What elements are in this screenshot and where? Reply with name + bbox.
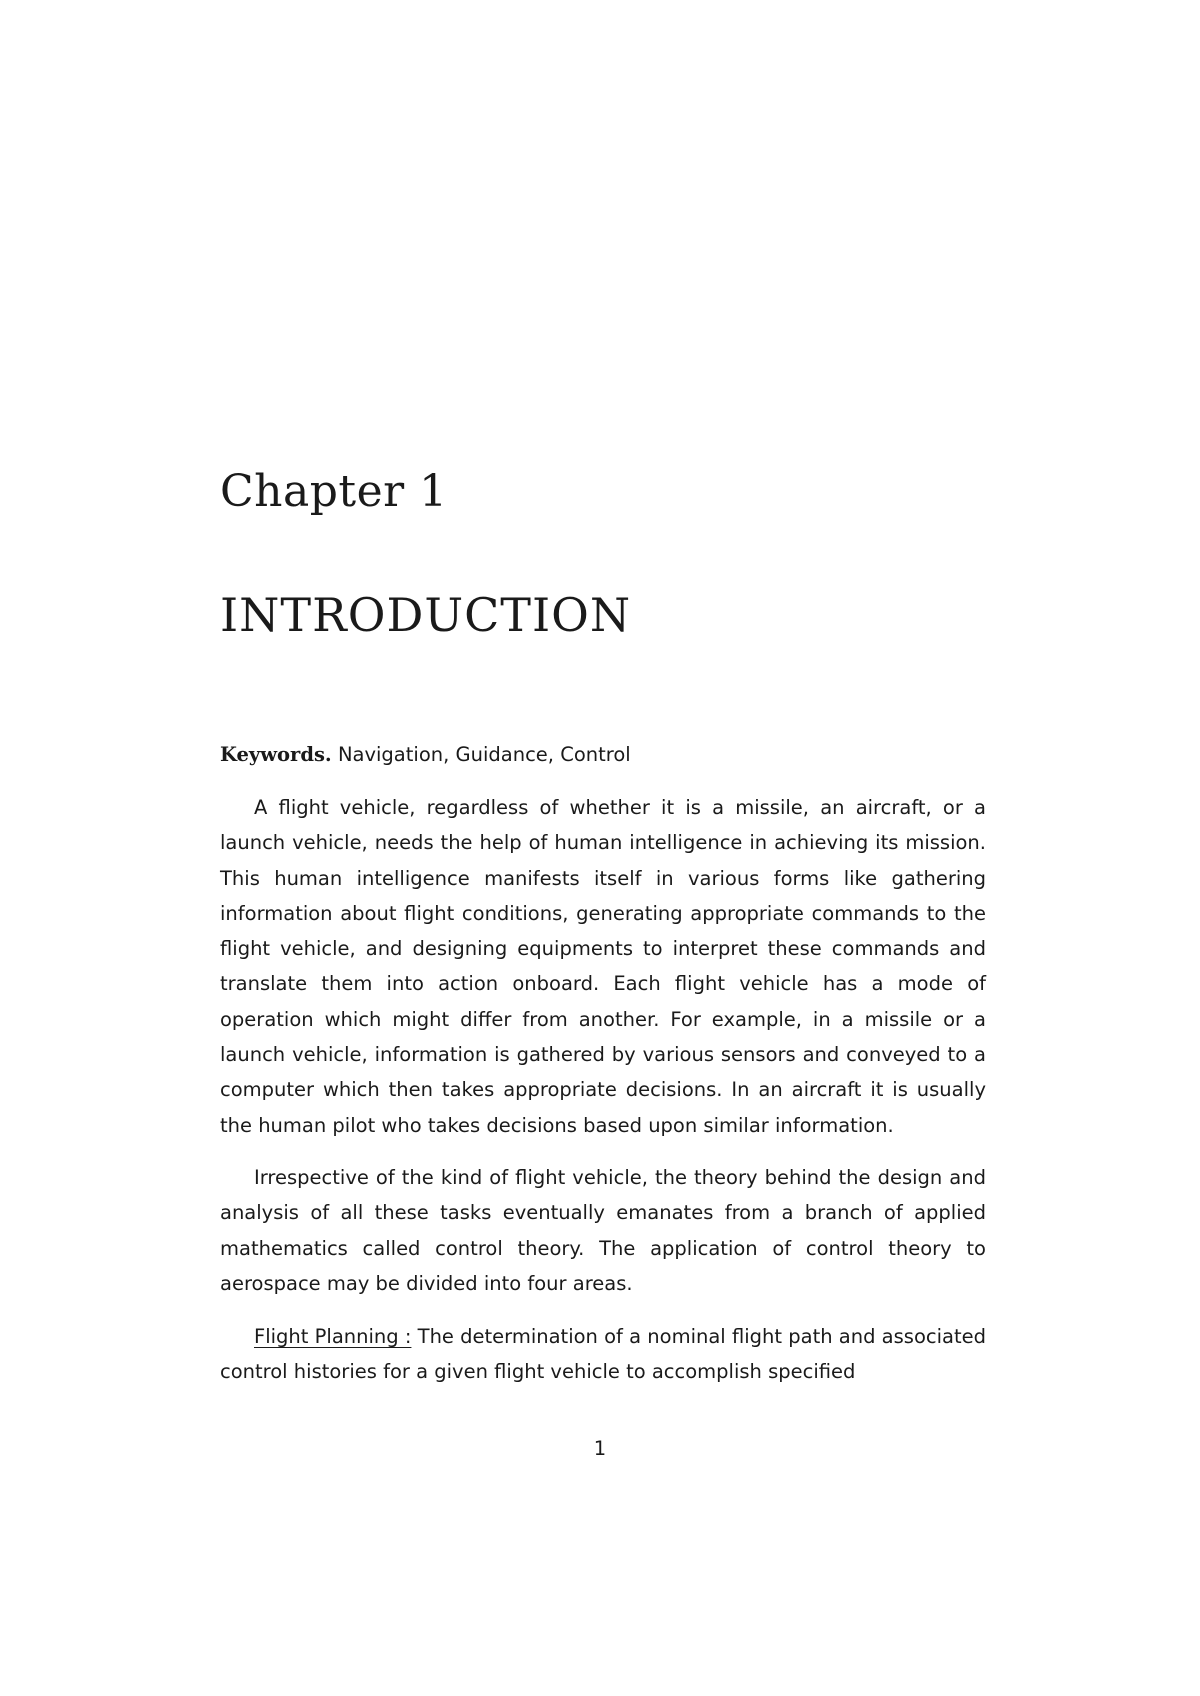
paragraph-1: A flight vehicle, regardless of whether it is a missile, an aircraft, or a launch vehicle, needs the help of human intelligence in achieving its mission. This human intelligence manifests itself in various forms like gathering information about flight conditions, generating appropriate commands to the flight vehicle, and designing equipments to interpret these commands and translate them into action onboard. Each flight vehicle has a mode of operation which might differ from another. For example, in a missile or a launch vehicle, information is gathered by various sensors and conveyed to a computer which then takes appropriate decisions. In an aircraft it is usually the human pilot who takes decisions based upon similar information. [220, 796, 986, 1137]
paragraph-3-text: The determination of a nominal flight path and associated control histories for a given flight vehicle to accomplish specified [220, 1325, 986, 1384]
keywords-label: Keywords. [220, 743, 332, 766]
keywords-value: Navigation, Guidance, Control [337, 743, 631, 766]
flight-planning-term: Flight Planning : [254, 1325, 412, 1348]
paragraph-3 [220, 1319, 986, 1390]
chapter-label: Chapter 1 [220, 466, 448, 517]
chapter-title: INTRODUCTION [220, 588, 632, 642]
keywords-line [220, 737, 986, 772]
paragraph-2: Irrespective of the kind of flight vehicle, the theory behind the design and analysis of all these tasks eventually emanates from a branch of applied mathematics called control theory. The application of control theory to aerospace may be divided into four areas. [220, 1166, 986, 1295]
page-number: 1 [593, 1437, 607, 1460]
